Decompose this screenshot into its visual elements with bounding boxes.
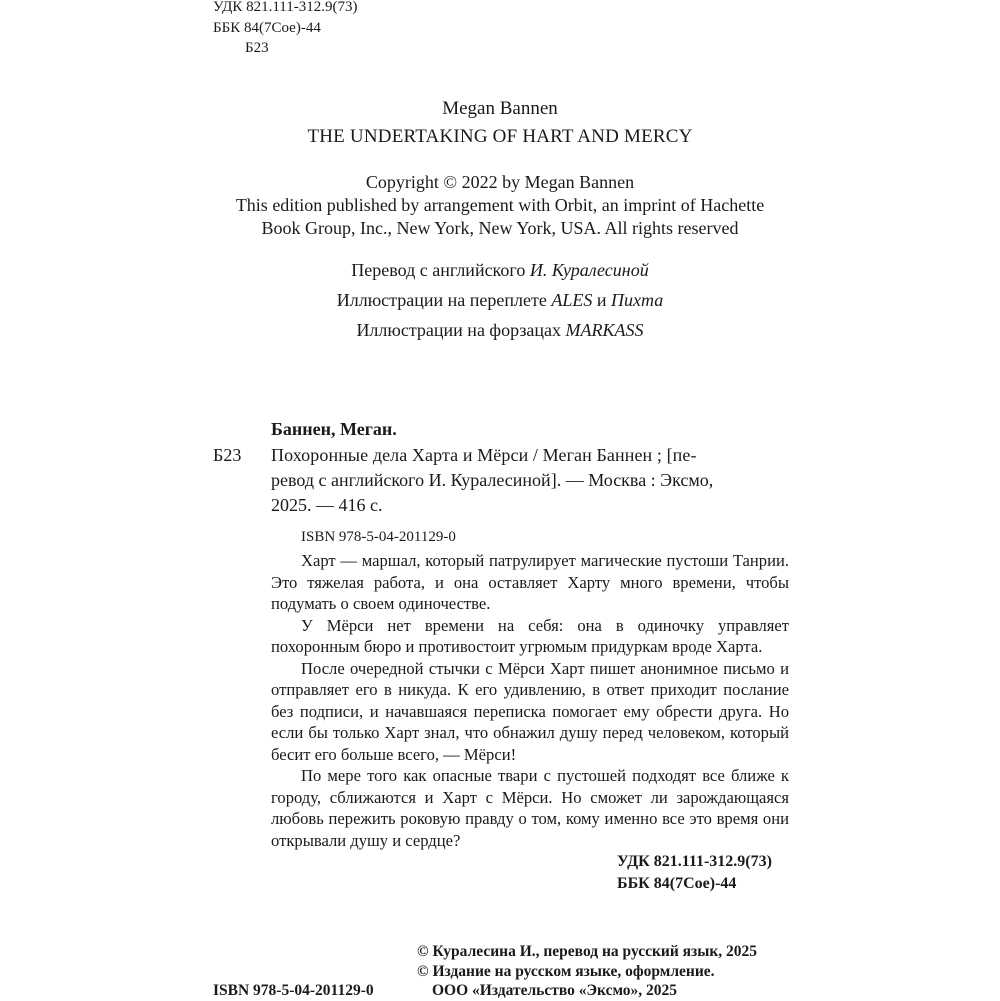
cover-artist-1: ALES [551, 290, 593, 310]
endpapers-artist: MARKASS [565, 320, 644, 340]
cover-prefix: Иллюстрации на переплете [336, 290, 552, 310]
copyright-line-2: This edition published by arrangement with Orbit, an imprint of Hachette [235, 195, 765, 215]
cover-illustration-credit [0, 285, 1000, 315]
original-author: Megan Bannen [442, 98, 558, 119]
original-title: THE UNDERTAKING OF HART AND MERCY [307, 126, 693, 147]
translation-copyright: © Куралесина И., перевод на русский язык, 2025 [417, 943, 758, 960]
edition-copyright: © Издание на русском языке, оформление. [417, 963, 715, 980]
cover-and: и [592, 290, 611, 310]
publisher-copyright: ООО «Издательство «Эксмо», 2025 [432, 982, 678, 999]
annotation-paragraph: У Мёрси нет времени на себя: она в одиночку управляет похоронным бюро и противостоит угрюмым придуркам вроде Харта. [271, 615, 789, 656]
annotation [271, 550, 789, 851]
catalog-isbn: ISBN 978-5-04-201129-0 [301, 529, 456, 545]
udk-top: УДК 821.111-312.9(73) [213, 0, 358, 15]
annotation-paragraph: По мере того как опасные твари с пустошей подходят все ближе к городу, сближаются и Харт с Мёрси. Но сможет ли зарождающаяся любовь пережить роковую правду о том, кому именно все это время они открывали душу и сердце? [271, 766, 789, 850]
endpapers-illustration-credit [0, 315, 1000, 345]
footer-isbn: ISBN 978-5-04-201129-0 [213, 982, 374, 999]
endpapers-prefix: Иллюстрации на форзацах [356, 320, 566, 340]
copyright-line-3: Book Group, Inc., New York, New York, USA. All rights reserved [261, 218, 739, 238]
translation-credit [0, 255, 1000, 285]
bbk-bottom: ББК 84(7Сое)-44 [617, 875, 737, 892]
catalog-code: Б23 [213, 445, 242, 465]
catalog-line-2: ревод с английского И. Куралесиной]. — Москва : Эксмо, [271, 470, 714, 490]
udk-bottom: УДК 821.111-312.9(73) [617, 853, 772, 870]
annotation-paragraph: После очередной стычки с Мёрси Харт пишет анонимное письмо и отправляет его в никуда. К его удивлению, в ответ приходит послание без подписи, и начавшаяся переписка помогает ему обрести друга. Но если бы только Харт знал, что обнажил душу перед человеком, который бесит его больше всего, — Мёрси! [271, 658, 789, 764]
catalog-line-1: Похоронные дела Харта и Мёрси / Меган Баннен ; [пе- [271, 445, 697, 465]
annotation-paragraph: Харт — маршал, который патрулирует магические пустоши Танрии. Это тяжелая работа, и она оставляет Харту много времени, чтобы подумать о своем одиночестве. [271, 551, 789, 613]
catalog-line-3: 2025. — 416 с. [271, 495, 383, 515]
cover-artist-2: Пихта [611, 290, 664, 310]
translation-prefix: Перевод с английского [351, 260, 530, 280]
catalog-heading: Баннен, Меган. [271, 419, 397, 439]
copyright-line-1: Copyright © 2022 by Megan Bannen [365, 172, 635, 192]
translator-name: И. Куралесиной [529, 260, 649, 280]
author-code-top: Б23 [245, 40, 269, 56]
bbk-top: ББК 84(7Сое)-44 [213, 20, 321, 36]
